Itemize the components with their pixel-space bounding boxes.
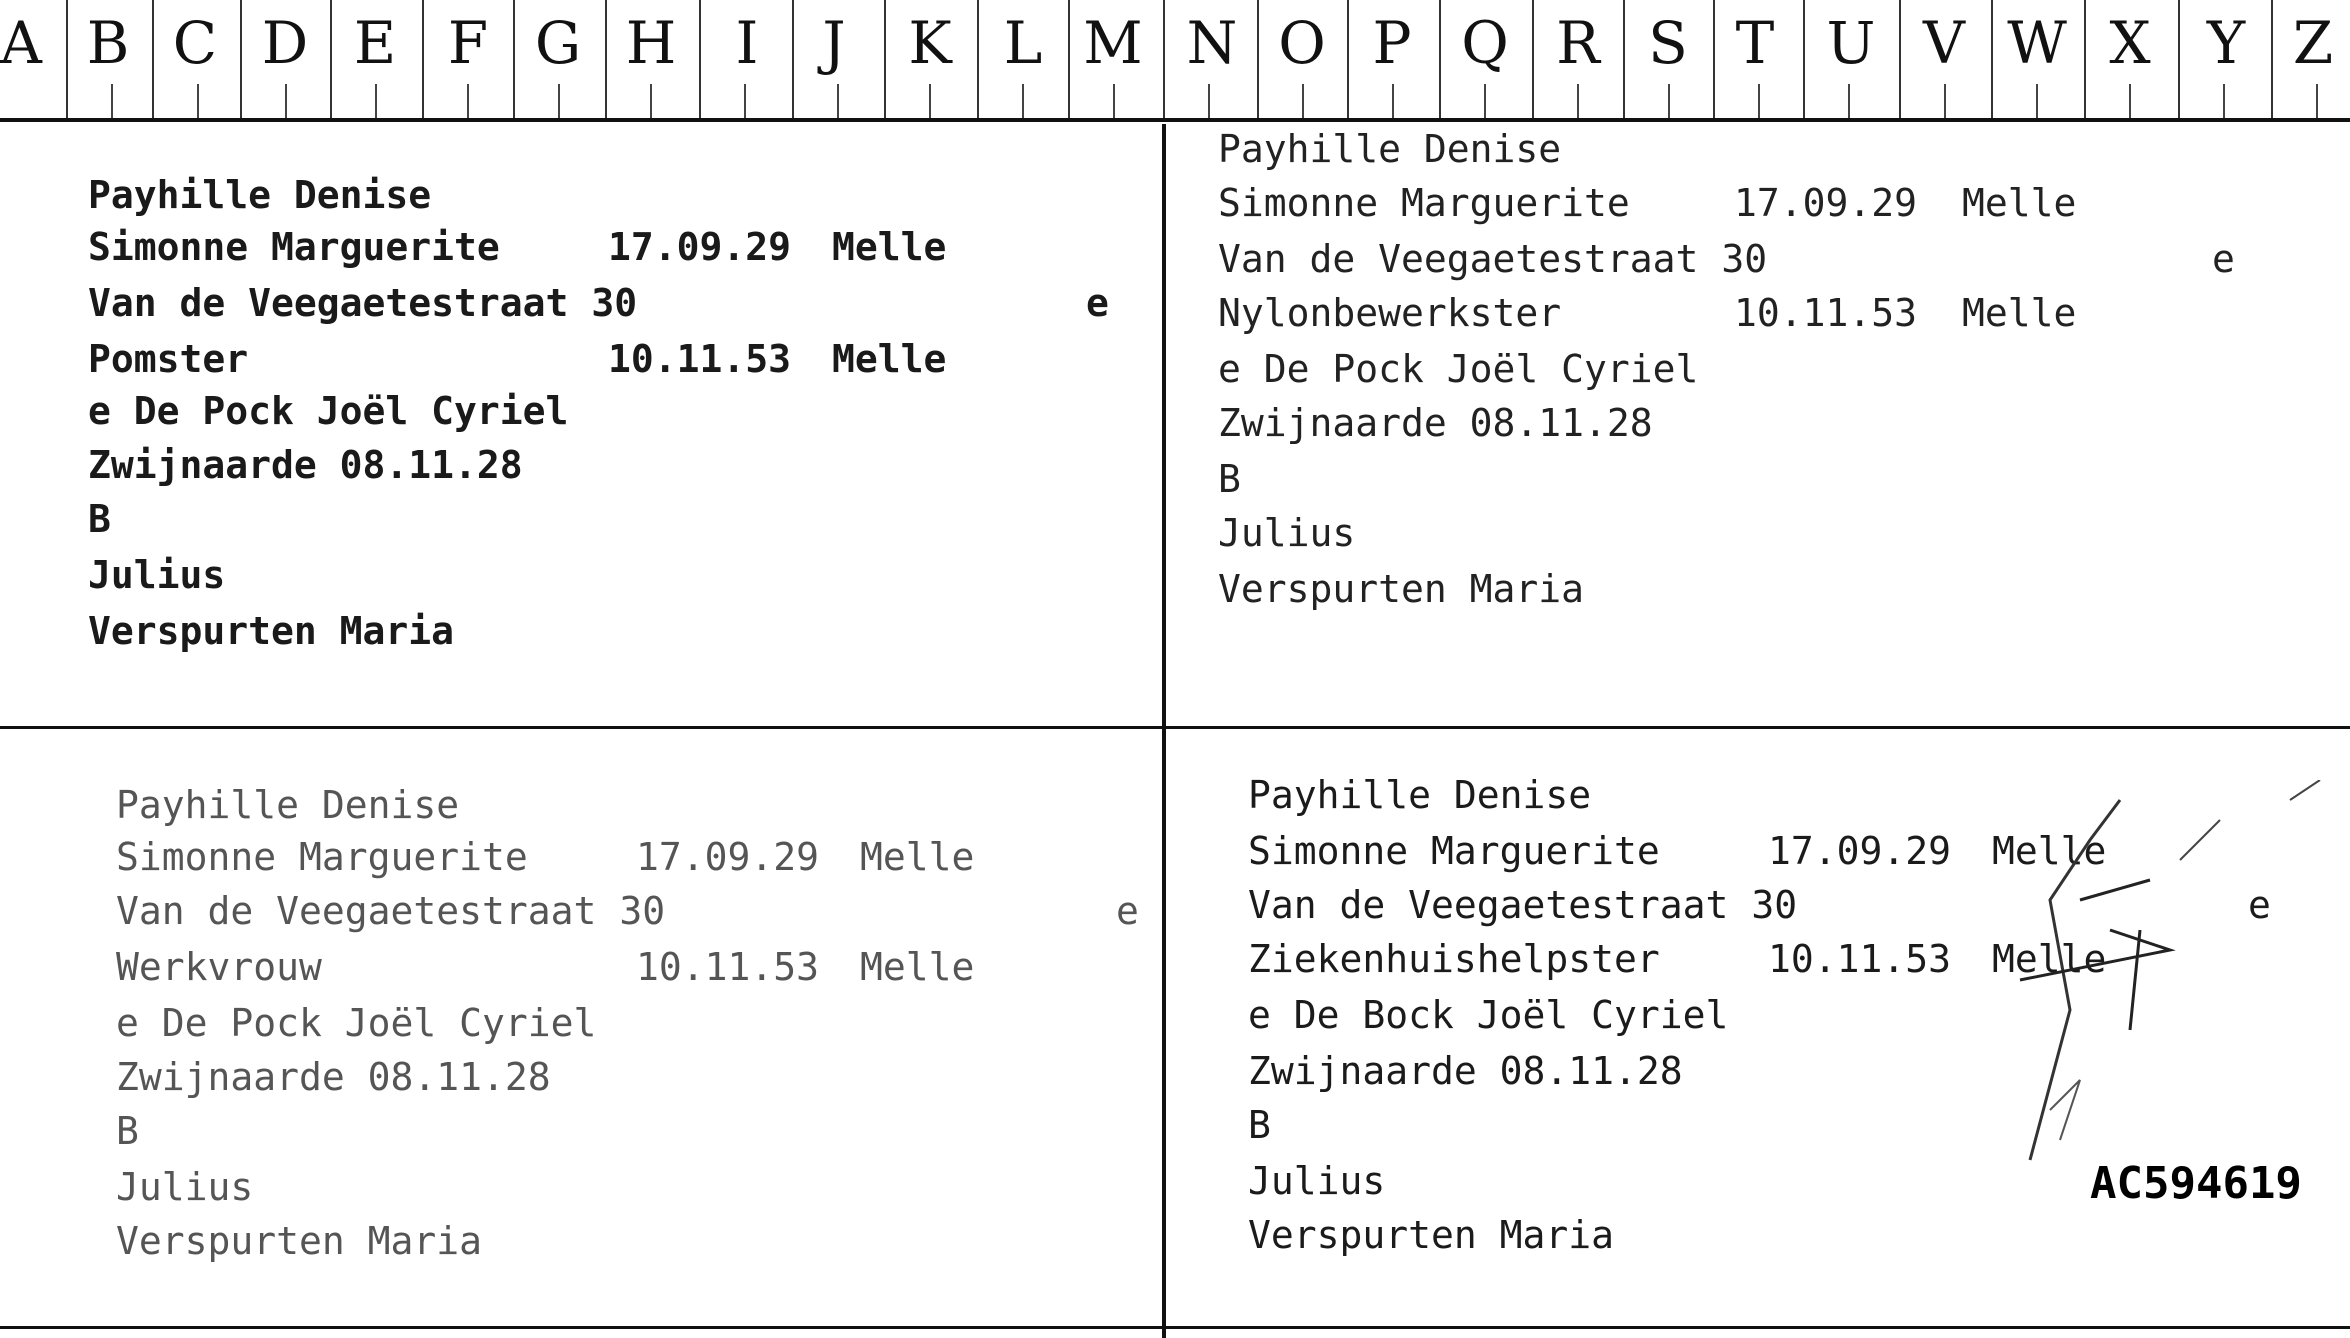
card-line-left: Julius xyxy=(116,1165,254,1209)
alphabet-tick xyxy=(2129,84,2131,118)
alphabet-tick xyxy=(1113,84,1115,118)
alphabet-separator xyxy=(1068,0,1070,118)
alphabet-tick xyxy=(2316,84,2318,118)
alphabet-tick xyxy=(1392,84,1394,118)
alphabet-letter-c: C xyxy=(172,9,218,77)
card-line-left: Simonne Marguerite xyxy=(1248,829,1660,873)
alphabet-letter-x: X xyxy=(2109,9,2151,77)
card-line-left: Julius xyxy=(1248,1159,1386,1203)
alphabet-tick xyxy=(197,84,199,118)
alphabet-separator xyxy=(422,0,424,118)
alphabet-letter-l: L xyxy=(1003,9,1043,77)
alphabet-letter-w: W xyxy=(2007,9,2067,77)
card-line-left: Payhille Denise xyxy=(116,783,460,827)
vertical-divider xyxy=(1162,124,1166,1338)
card-line-left: e De Pock Joël Cyriel xyxy=(116,1001,597,1045)
card-line-right: Melle xyxy=(832,337,947,381)
alphabet-tick xyxy=(1484,84,1486,118)
alphabet-tick xyxy=(111,84,113,118)
alphabet-letter-p: P xyxy=(1372,9,1412,77)
card-line-left: e De Pock Joël Cyriel xyxy=(88,389,569,433)
alphabet-separator xyxy=(1257,0,1259,118)
card-line-left: e De Bock Joël Cyriel xyxy=(1248,993,1729,1037)
alphabet-separator xyxy=(1439,0,1441,118)
alphabet-separator xyxy=(977,0,979,118)
card-line-mid: 10.11.53 xyxy=(636,945,820,989)
alphabet-letter-u: U xyxy=(1826,9,1876,77)
card-line-left: Payhille Denise xyxy=(1218,127,1562,171)
card-line-right: Melle xyxy=(1962,181,2077,225)
alphabet-separator xyxy=(1803,0,1805,118)
alphabet-separator xyxy=(1347,0,1349,118)
handwritten-signature xyxy=(1990,780,2350,1180)
alphabet-separator xyxy=(605,0,607,118)
bottom-rule xyxy=(0,1326,2350,1329)
alphabet-separator xyxy=(240,0,242,118)
alphabet-letter-y: Y xyxy=(2206,9,2246,77)
card-line-left: Verspurten Maria xyxy=(116,1219,483,1263)
card-line-left: Verspurten Maria xyxy=(1248,1213,1615,1257)
card-line-left: Verspurten Maria xyxy=(88,609,455,653)
card-line-left: Payhille Denise xyxy=(1248,773,1592,817)
alphabet-letter-h: H xyxy=(625,9,677,77)
alphabet-separator xyxy=(152,0,154,118)
card-line-left: Van de Veegaetestraat 30 xyxy=(1218,237,1768,281)
card-line-mid: 10.11.53 xyxy=(1734,291,1918,335)
card-line-mid: 17.09.29 xyxy=(1768,829,1952,873)
card-line-right: e xyxy=(2248,883,2271,927)
card-line-left: Werkvrouw xyxy=(116,945,322,989)
alphabet-separator xyxy=(330,0,332,118)
alphabet-letter-f: F xyxy=(447,9,489,77)
card-line-right: Melle xyxy=(1992,829,2107,873)
alphabet-tick xyxy=(2223,84,2225,118)
alphabet-separator xyxy=(1623,0,1625,118)
alphabet-separator xyxy=(1991,0,1993,118)
alphabet-tick xyxy=(1302,84,1304,118)
alphabet-separator xyxy=(2178,0,2180,118)
alphabet-letter-z: Z xyxy=(2292,9,2334,77)
alphabet-tick xyxy=(467,84,469,118)
card-line-left: Zwijnaarde 08.11.28 xyxy=(1248,1049,1683,1093)
alphabet-tick xyxy=(929,84,931,118)
card-line-left: Simonne Marguerite xyxy=(88,225,500,269)
alphabet-separator xyxy=(792,0,794,118)
card-line-left: Pomster xyxy=(88,337,249,381)
middle-rule xyxy=(0,726,2350,729)
alphabet-letter-v: V xyxy=(1923,9,1965,77)
card-line-right: Melle xyxy=(1962,291,2077,335)
card-line-left: Ziekenhuishelpster xyxy=(1248,937,1660,981)
card-line-left: Simonne Marguerite xyxy=(1218,181,1630,225)
alphabet-letter-n: N xyxy=(1186,9,1238,77)
alphabet-index-header xyxy=(0,0,2350,122)
card-line-left: Payhille Denise xyxy=(88,173,432,217)
card-line-mid: 10.11.53 xyxy=(608,337,792,381)
alphabet-separator xyxy=(1532,0,1534,118)
alphabet-separator xyxy=(1713,0,1715,118)
alphabet-letter-d: D xyxy=(261,9,309,77)
card-line-mid: 17.09.29 xyxy=(1734,181,1918,225)
alphabet-separator xyxy=(884,0,886,118)
alphabet-separator xyxy=(513,0,515,118)
alphabet-tick xyxy=(744,84,746,118)
alphabet-letter-i: I xyxy=(735,9,759,77)
card-line-mid: 17.09.29 xyxy=(608,225,792,269)
card-line-left: B xyxy=(1218,457,1241,501)
card-line-mid: 10.11.53 xyxy=(1768,937,1952,981)
card-line-left: B xyxy=(88,497,111,541)
alphabet-letter-b: B xyxy=(86,9,130,77)
card-line-mid: 17.09.29 xyxy=(636,835,820,879)
card-line-right: e xyxy=(1086,281,1109,325)
card-line-left: Julius xyxy=(1218,511,1356,555)
alphabet-separator xyxy=(1163,0,1165,118)
alphabet-tick xyxy=(650,84,652,118)
alphabet-tick xyxy=(1848,84,1850,118)
alphabet-tick xyxy=(1944,84,1946,118)
alphabet-tick xyxy=(1668,84,1670,118)
card-line-left: Van de Veegaetestraat 30 xyxy=(116,889,666,933)
card-line-right: Melle xyxy=(1992,937,2107,981)
card-line-right: Melle xyxy=(860,945,975,989)
card-line-left: Van de Veegaetestraat 30 xyxy=(88,281,638,325)
alphabet-tick xyxy=(375,84,377,118)
card-line-left: Simonne Marguerite xyxy=(116,835,528,879)
alphabet-letter-m: M xyxy=(1083,9,1143,77)
card-line-left: Van de Veegaetestraat 30 xyxy=(1248,883,1798,927)
card-line-left: Zwijnaarde 08.11.28 xyxy=(1218,401,1653,445)
card-line-left: B xyxy=(1248,1103,1271,1147)
card-line-left: Zwijnaarde 08.11.28 xyxy=(116,1055,551,1099)
alphabet-letter-e: E xyxy=(353,9,397,77)
card-line-left: Nylonbewerkster xyxy=(1218,291,1562,335)
alphabet-separator xyxy=(1899,0,1901,118)
alphabet-letter-s: S xyxy=(1648,9,1688,77)
alphabet-tick xyxy=(285,84,287,118)
alphabet-letter-t: T xyxy=(1735,9,1775,77)
alphabet-letter-k: K xyxy=(908,9,952,77)
alphabet-separator xyxy=(2271,0,2273,118)
card-line-right: e xyxy=(2212,237,2235,281)
card-line-right: e xyxy=(1116,889,1139,933)
alphabet-tick xyxy=(1577,84,1579,118)
stamp-number: AC594619 xyxy=(2090,1158,2302,1209)
card-line-left: B xyxy=(116,1109,139,1153)
alphabet-letter-a: A xyxy=(0,9,42,77)
alphabet-tick xyxy=(1758,84,1760,118)
alphabet-separator xyxy=(699,0,701,118)
header-rule xyxy=(0,118,2350,122)
alphabet-letter-o: O xyxy=(1278,9,1326,77)
alphabet-separator xyxy=(2084,0,2086,118)
card-line-right: Melle xyxy=(832,225,947,269)
alphabet-tick xyxy=(558,84,560,118)
alphabet-letter-g: G xyxy=(534,9,582,77)
card-line-left: Verspurten Maria xyxy=(1218,567,1585,611)
alphabet-tick xyxy=(2036,84,2038,118)
alphabet-tick xyxy=(1208,84,1210,118)
alphabet-letter-r: R xyxy=(1556,9,1600,77)
card-line-left: e De Pock Joël Cyriel xyxy=(1218,347,1699,391)
card-line-left: Zwijnaarde 08.11.28 xyxy=(88,443,523,487)
alphabet-letter-q: Q xyxy=(1461,9,1509,77)
alphabet-tick xyxy=(837,84,839,118)
card-line-left: Julius xyxy=(88,553,226,597)
card-line-right: Melle xyxy=(860,835,975,879)
alphabet-tick xyxy=(1022,84,1024,118)
alphabet-letter-j: J xyxy=(822,9,846,77)
alphabet-separator xyxy=(66,0,68,118)
